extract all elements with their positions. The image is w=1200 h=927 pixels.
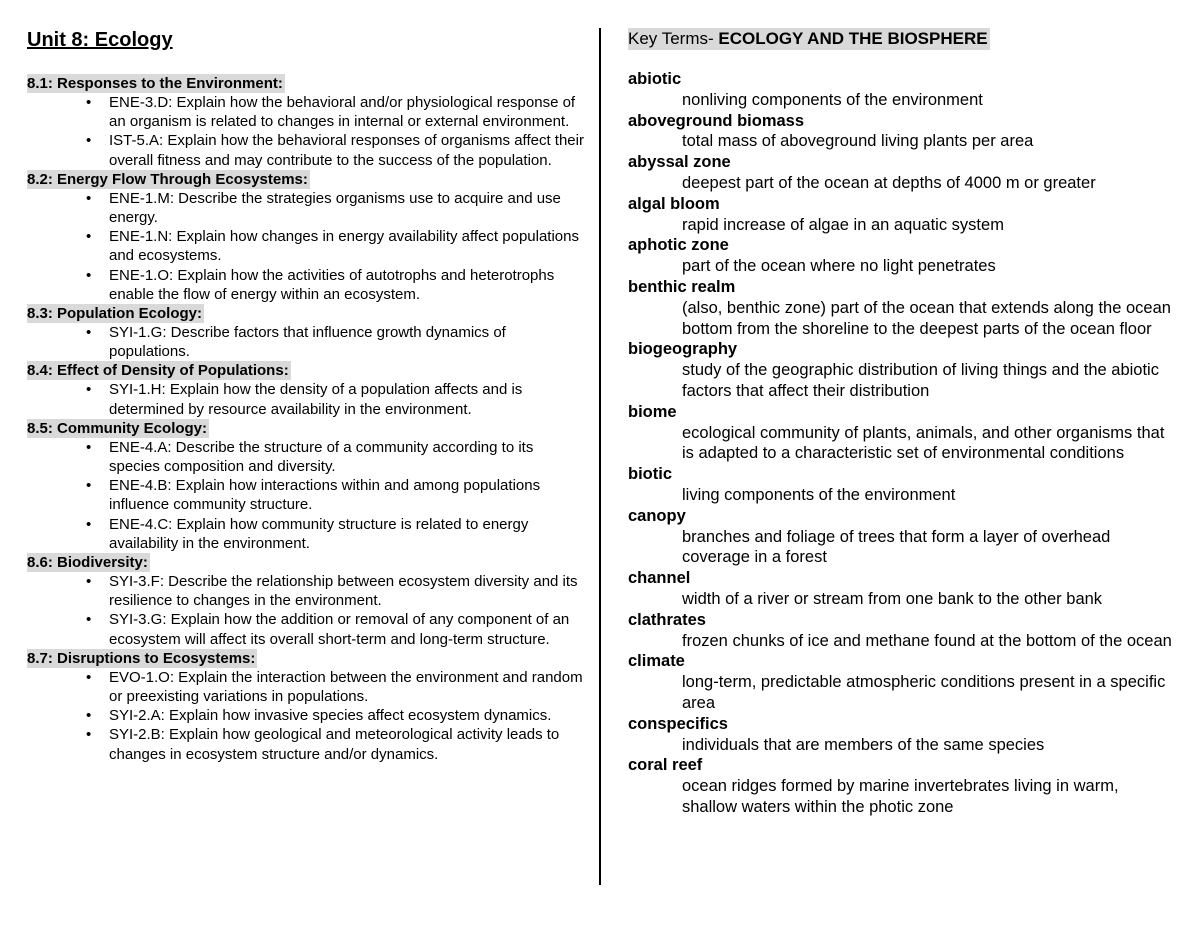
objective-list [27,572,587,649]
objective-text: SYI-2.A: Explain how invasive species affect ecosystem dynamics. [109,707,552,725]
term-definition: deepest part of the ocean at depths of 4000 m or greater [682,173,1096,192]
objective-text: EVO-1.O: Explain the interaction between the environment and random or preexisting variations in populations. [109,668,583,706]
objective-item [86,227,587,265]
objective-text: SYI-1.H: Explain how the density of a population affects and is determined by resource availability in the environment. [109,381,523,418]
term-definition: part of the ocean where no light penetrates [682,257,996,276]
objective-text: SYI-3.F: Describe the relationship between ecosystem diversity and its resilience to changes in the environment. [109,573,578,610]
term-word: benthic realm [628,277,736,296]
objective-section [27,649,587,764]
bullet-icon: • [86,438,92,456]
term-word: climate [628,652,685,671]
bullet-icon: • [86,266,92,284]
key-terms-prefix: Key Terms- [628,29,719,48]
term-word: aphotic zone [628,236,729,255]
term-definition: (also, benthic zone) part of the ocean that extends along the ocean bottom from the shoreline to the deepest parts of the ocean floor [682,298,1171,338]
bullet-icon: • [86,132,92,150]
objective-item [86,266,587,304]
term-entry [628,194,1173,236]
section-heading: 8.3: Population Ecology: [27,305,203,323]
term-definition: individuals that are members of the same species [682,735,1045,754]
objective-item [86,438,587,476]
objective-text: ENE-4.B: Explain how interactions within and among populations influence community structure. [109,477,541,514]
objective-item [86,515,587,553]
term-entry [628,568,1173,610]
term-word: conspecifics [628,714,728,733]
term-entry [628,402,1173,464]
key-terms-header [628,28,990,50]
term-entry [628,339,1173,401]
column-divider [599,28,601,885]
term-word: aboveground biomass [628,111,805,130]
objective-text: ENE-1.O: Explain how the activities of autotrophs and heterotrophs enable the flow of energy within an ecosystem. [109,266,555,303]
term-entry [628,111,1173,153]
term-word: abiotic [628,70,682,88]
objective-text: SYI-2.B: Explain how geological and meteorological activity leads to changes in ecosystem structure and/or dynamics. [109,726,560,763]
objective-item [86,189,587,227]
objective-section [27,553,587,649]
bullet-icon: • [86,515,92,533]
objective-item [86,610,587,648]
term-word: coral reef [628,756,703,775]
key-terms-title: ECOLOGY AND THE BIOSPHERE [718,29,988,48]
objective-text: SYI-1.G: Describe factors that influence growth dynamics of populations. [109,324,506,361]
objective-section [27,419,587,553]
objective-item [86,93,587,131]
term-definition: nonliving components of the environment [682,90,983,109]
objective-list [27,438,587,553]
objective-text: ENE-4.C: Explain how community structure is related to energy availability in the environment. [109,515,529,552]
objective-text: ENE-4.A: Describe the structure of a community according to its species composition and diversity. [109,438,534,476]
section-heading: 8.6: Biodiversity: [27,554,148,572]
term-entry [628,755,1173,817]
section-heading: 8.1: Responses to the Environment: [27,75,283,92]
term-word: algal bloom [628,194,720,213]
section-heading: 8.5: Community Ecology: [27,419,208,437]
term-word: biogeography [628,340,738,359]
term-word: abyssal zone [628,153,731,172]
term-entry [628,610,1173,652]
term-word: biome [628,402,677,421]
sections-container [27,74,587,764]
objective-section [27,74,587,170]
section-heading: 8.7: Disruptions to Ecosystems: [27,649,256,667]
bullet-icon: • [86,228,92,246]
bullet-icon: • [86,573,92,591]
term-word: biotic [628,465,672,484]
bullet-icon: • [86,94,92,111]
term-entry [628,69,1173,111]
term-entry [628,506,1173,568]
term-definition: ocean ridges formed by marine invertebrates living in warm, shallow waters within the photic zone [682,777,1119,816]
objective-list [27,93,587,170]
term-definition: branches and foliage of trees that form a layer of overhead coverage in a forest [682,527,1111,567]
term-entry [628,277,1173,339]
key-terms-column [628,28,1173,818]
objective-section [27,170,587,304]
objective-section [27,361,587,418]
term-word: canopy [628,506,686,525]
terms-list [628,69,1173,818]
bullet-icon: • [86,707,92,725]
objective-item [86,706,587,725]
term-definition: long-term, predictable atmospheric conditions present in a specific area [682,673,1166,712]
objective-list [27,668,587,764]
term-definition: rapid increase of algae in an aquatic system [682,215,1004,234]
objective-list [27,189,587,304]
objective-list [27,323,587,361]
unit-title: Unit 8: Ecology [27,29,173,51]
term-entry [628,464,1173,506]
bullet-icon: • [86,668,92,686]
term-entry [628,651,1173,713]
objective-item [86,572,587,610]
term-entry [628,235,1173,277]
bullet-icon: • [86,381,92,399]
term-definition: living components of the environment [682,485,956,504]
objective-list [27,380,587,418]
term-definition: study of the geographic distribution of living things and the abiotic factors that affect their distribution [682,361,1159,400]
objective-item [86,668,587,706]
term-entry [628,714,1173,756]
objective-section [27,304,587,361]
section-heading: 8.4: Effect of Density of Populations: [27,362,289,380]
term-word: clathrates [628,610,706,629]
objective-text: ENE-1.N: Explain how changes in energy availability affect populations and ecosystems. [109,228,579,265]
section-heading: 8.2: Energy Flow Through Ecosystems: [27,170,308,188]
objective-text: IST-5.A: Explain how the behavioral responses of organisms affect their overall fitness and may contribute to the success of the population. [109,132,584,169]
term-word: channel [628,569,691,588]
objective-text: ENE-3.D: Explain how the behavioral and/or physiological response of an organism is related to changes in internal or external environment. [109,94,576,131]
term-definition: frozen chunks of ice and methane found at the bottom of the ocean [682,631,1172,650]
objective-text: ENE-1.M: Describe the strategies organisms use to acquire and use energy. [109,189,561,227]
objective-item [86,380,587,418]
bullet-icon: • [86,189,92,207]
objective-item [86,725,587,763]
bullet-icon: • [86,611,92,629]
objective-item [86,131,587,169]
bullet-icon: • [86,477,92,495]
objective-text: SYI-3.G: Explain how the addition or removal of any component of an ecosystem will affect its overall short-term and long-term structure. [109,611,570,648]
term-definition: ecological community of plants, animals, and other organisms that is adapted to a characteristic set of environmental conditions [682,423,1165,463]
bullet-icon: • [86,324,92,342]
bullet-icon: • [86,726,92,744]
term-definition: width of a river or stream from one bank to the other bank [682,589,1103,608]
term-entry [628,152,1173,194]
objective-item [86,476,587,514]
objective-item [86,323,587,361]
term-definition: total mass of aboveground living plants per area [682,132,1034,151]
unit-objectives-column [27,26,587,764]
